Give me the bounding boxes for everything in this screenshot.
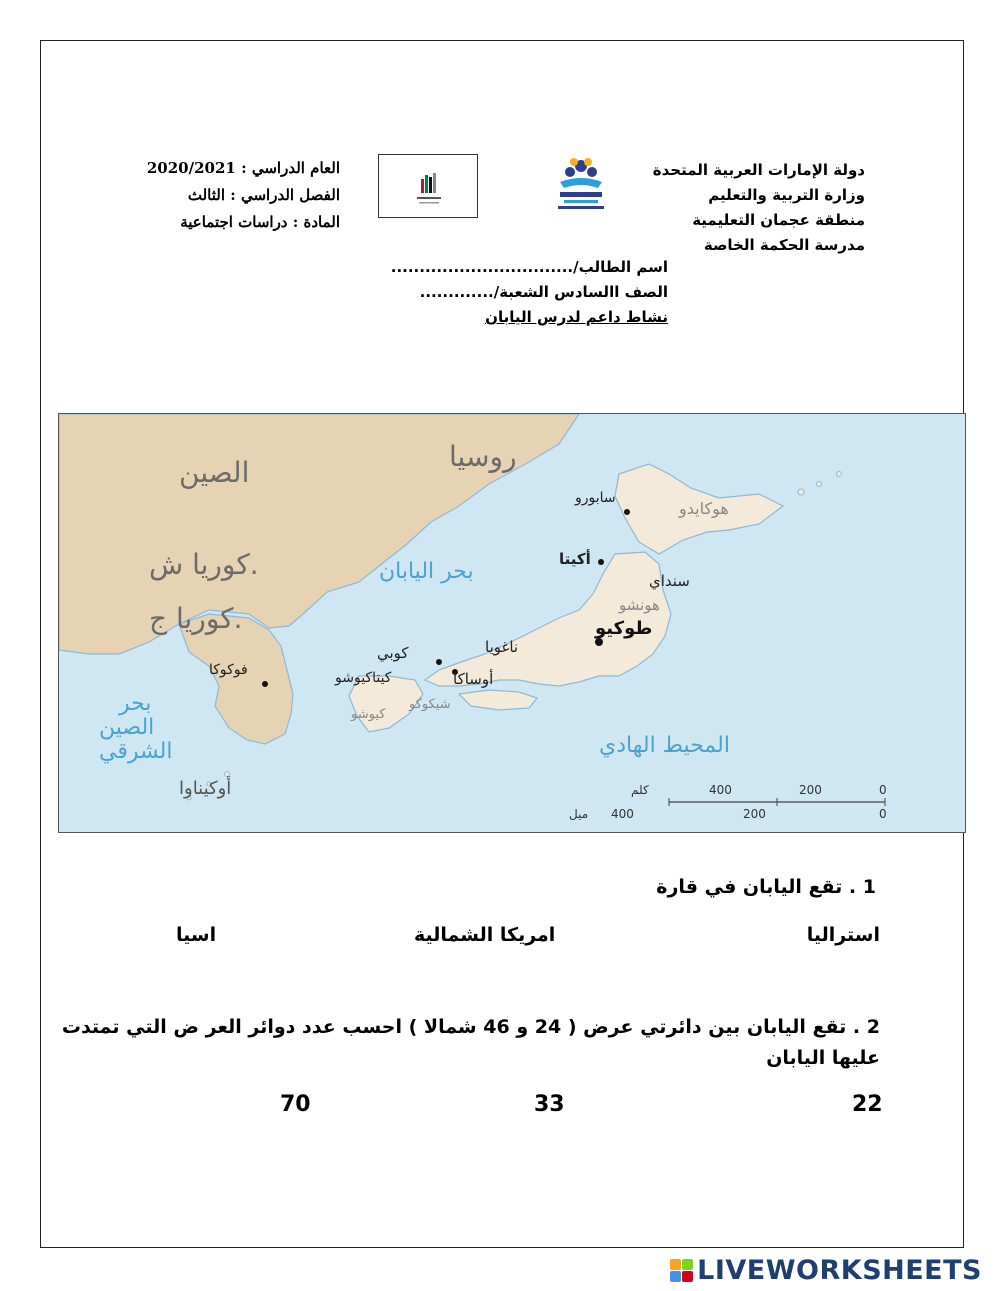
q2-option-33[interactable]: 33 xyxy=(534,1092,565,1117)
label-akita: أكيتا xyxy=(559,550,591,568)
scale-km-200: 200 xyxy=(799,783,822,797)
label-hokkaido: هوكايدو xyxy=(679,499,729,518)
header-country: دولة الإمارات العربية المتحدة xyxy=(652,161,865,179)
label-shikoku: شيكوكو xyxy=(409,697,451,712)
q1-option-australia[interactable]: استراليا xyxy=(806,924,880,946)
header-authority xyxy=(645,158,865,258)
city-dot-kobe xyxy=(436,659,442,665)
label-kobe: كوبي xyxy=(377,644,409,662)
label-north-korea: كوريا ش. xyxy=(149,548,259,581)
label-east-china-sea-2: الصين xyxy=(99,715,155,740)
liveworksheets-logo-icon xyxy=(670,1259,693,1282)
label-kyushu: كيوشو xyxy=(351,707,386,722)
q2-option-22[interactable]: 22 xyxy=(852,1092,883,1117)
label-okinawa: أوكيناوا xyxy=(179,778,232,799)
scale-mile-400: 400 xyxy=(611,807,634,821)
subject: المادة : دراسات اجتماعية xyxy=(180,213,340,231)
school-logo xyxy=(548,152,614,214)
label-nagoya: ناغويا xyxy=(485,638,519,656)
scale-mile-200: 200 xyxy=(743,807,766,821)
label-sendai: سنداي xyxy=(649,572,690,590)
header-term-info xyxy=(140,155,340,236)
q1-option-north-america[interactable]: امريكا الشمالية xyxy=(414,924,556,946)
label-east-china-sea-3: الشرقي xyxy=(99,739,173,764)
label-tokyo: طوكيو xyxy=(595,618,653,639)
scale-mile-unit: ميل xyxy=(569,807,589,821)
label-east-china-sea-1: بحر xyxy=(119,691,152,716)
label-osaka: أوساكا xyxy=(453,670,494,688)
label-china: الصين xyxy=(179,456,250,489)
label-south-korea: كوريا ج. xyxy=(149,602,243,635)
city-dot-akita xyxy=(598,559,604,565)
city-dot-sapporo xyxy=(624,509,630,515)
city-dot-tokyo xyxy=(595,638,603,646)
activity-title: نشاط داعم لدرس اليابان xyxy=(485,308,668,326)
label-honshu: هونشو xyxy=(619,596,660,614)
student-class-field[interactable]: الصف االسادس الشعبة/............. xyxy=(419,283,668,301)
academic-year: العام الدراسي : 2020/2021 xyxy=(146,159,340,177)
label-pacific: المحيط الهادي xyxy=(599,733,730,758)
liveworksheets-brand: LIVEWORKSHEETS xyxy=(697,1254,982,1286)
header-zone: منطقة عجمان التعليمية xyxy=(692,211,865,229)
label-kitakyushu: كيتاكيوشو xyxy=(335,670,392,686)
city-dot-fukuoka xyxy=(262,681,268,687)
label-sea-of-japan: بحر اليابان xyxy=(379,559,474,584)
student-name-field[interactable]: اسم الطالب/................................ xyxy=(390,258,668,276)
label-sapporo: سابورو xyxy=(575,490,616,506)
header-school: مدرسة الحكمة الخاصة xyxy=(703,236,865,254)
scale-km-unit: كلم xyxy=(631,783,649,797)
header-ministry: وزارة التربية والتعليم xyxy=(708,186,865,204)
scale-km-0: 0 xyxy=(879,783,887,797)
q2-option-70[interactable]: 70 xyxy=(280,1092,311,1117)
scale-mile-0: 0 xyxy=(879,807,887,821)
japan-map xyxy=(58,413,966,833)
semester: الفصل الدراسي : الثالث xyxy=(187,186,340,204)
liveworksheets-footer[interactable] xyxy=(670,1254,982,1286)
student-info xyxy=(390,255,668,330)
scale-km-400: 400 xyxy=(709,783,732,797)
q1-option-asia[interactable]: اسيا xyxy=(176,924,217,946)
label-fukuoka: فوكوكا xyxy=(209,662,248,678)
uae-government-logo xyxy=(378,154,478,218)
question-2: 2 . تقع اليابان بين دائرتي عرض ( 24 و 46 شمالا ) احسب عدد دوائر العر ض التي تمتدت عليها اليابان xyxy=(61,1016,880,1069)
question-1: 1 . تقع اليابان في قارة xyxy=(656,876,876,898)
label-russia: روسيا xyxy=(449,440,517,473)
